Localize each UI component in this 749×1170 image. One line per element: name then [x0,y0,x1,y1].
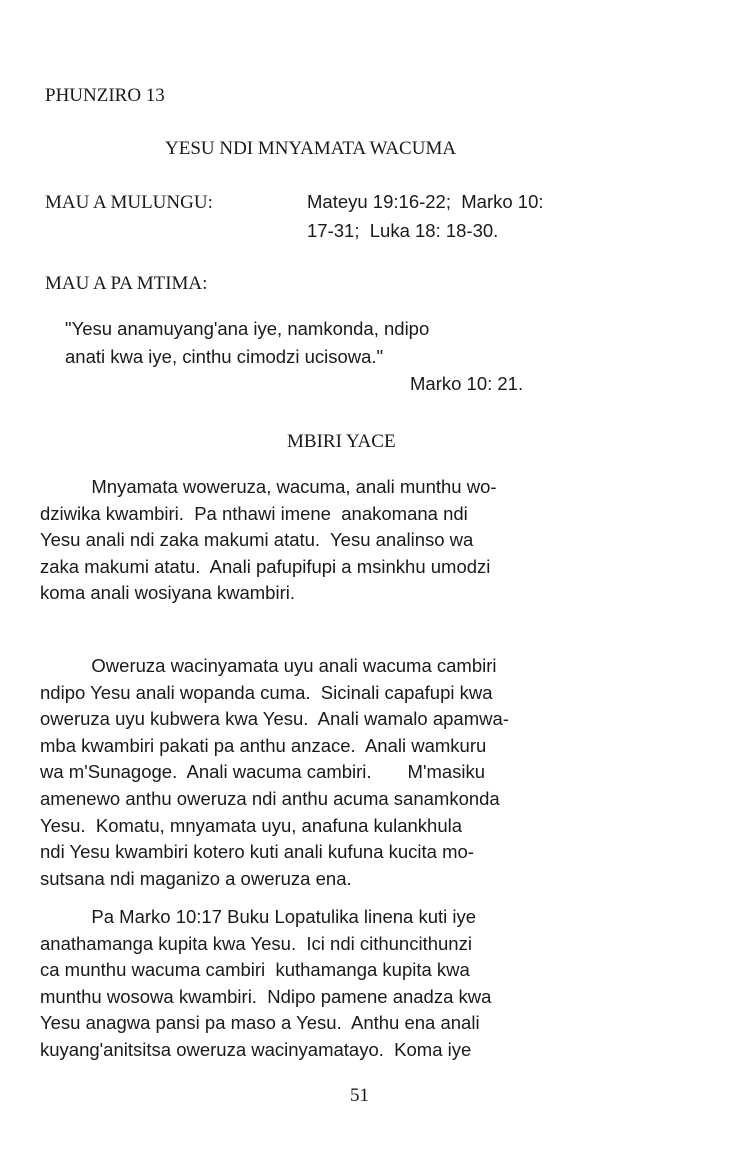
scripture-label: MAU A MULUNGU: [45,192,213,213]
memory-verse-line: "Yesu anamuyang'ana iye, namkonda, ndipo [65,318,430,339]
text-line: ca munthu wacuma cambiri kuthamanga kupita kwa [40,959,470,981]
text-line: ndipo Yesu anali wopanda cuma. Sicinali capafupi kwa [40,681,493,703]
text-line: wa m'Sunagoge. Anali wacuma cambiri. M'masiku [40,761,486,783]
text-line: anathamanga kupita kwa Yesu. Ici ndi cithuncithunzi [40,932,472,954]
scripture-line: Mateyu 19:16-22; Marko 10: [307,191,544,212]
text-line: dziwika kwambiri. Pa nthawi imene anakomana ndi [40,502,468,524]
text-line: Mnyamata woweruza, wacuma, anali munthu wo- [40,476,497,497]
paragraph-2 [40,653,680,892]
paragraph-3 [40,904,680,1064]
page-title: YESU NDI MNYAMATA WACUMA [165,138,457,159]
lesson-label: PHUNZIRO 13 [45,85,165,106]
memory-verse-label: MAU A PA MTIMA: [45,273,208,294]
memory-verse-line: anati kwa iye, cinthu cimodzi ucisowa." [65,346,384,367]
memory-verse-reference: Marko 10: 21. [410,373,524,394]
text-line: kuyang'anitsitsa oweruza wacinyamatayo. Koma iye [40,1038,472,1060]
text-line: amenewo anthu oweruza ndi anthu acuma sanamkonda [40,787,500,809]
text-line: Yesu anagwa pansi pa maso a Yesu. Anthu ena anali [40,1012,480,1034]
text-line: Oweruza wacinyamata uyu anali wacuma cambiri [40,655,497,676]
paragraph-1 [40,474,680,607]
text-line: oweruza uyu kubwera kwa Yesu. Anali wamalo apamwa- [40,708,509,730]
text-line: mba kwambiri pakati pa anthu anzace. Anali wamkuru [40,734,487,756]
text-line: Pa Marko 10:17 Buku Lopatulika linena kuti iye [40,906,477,927]
text-line: koma anali wosiyana kwambiri. [40,582,295,604]
text-line: ndi Yesu kwambiri kotero kuti anali kufuna kucita mo- [40,841,474,863]
text-line: munthu wosowa kwambiri. Ndipo pamene anadza kwa [40,985,492,1007]
scripture-line: 17-31; Luka 18: 18-30. [307,220,499,241]
text-line: zaka makumi atatu. Anali pafupifupi a msinkhu umodzi [40,555,491,577]
page-number: 51 [350,1085,369,1106]
text-line: Yesu. Komatu, mnyamata uyu, anafuna kulankhula [40,814,463,836]
text-line: Yesu anali ndi zaka makumi atatu. Yesu analinso wa [40,529,474,551]
text-line: sutsana ndi maganizo a oweruza ena. [40,867,352,889]
section-heading: MBIRI YACE [287,431,396,452]
